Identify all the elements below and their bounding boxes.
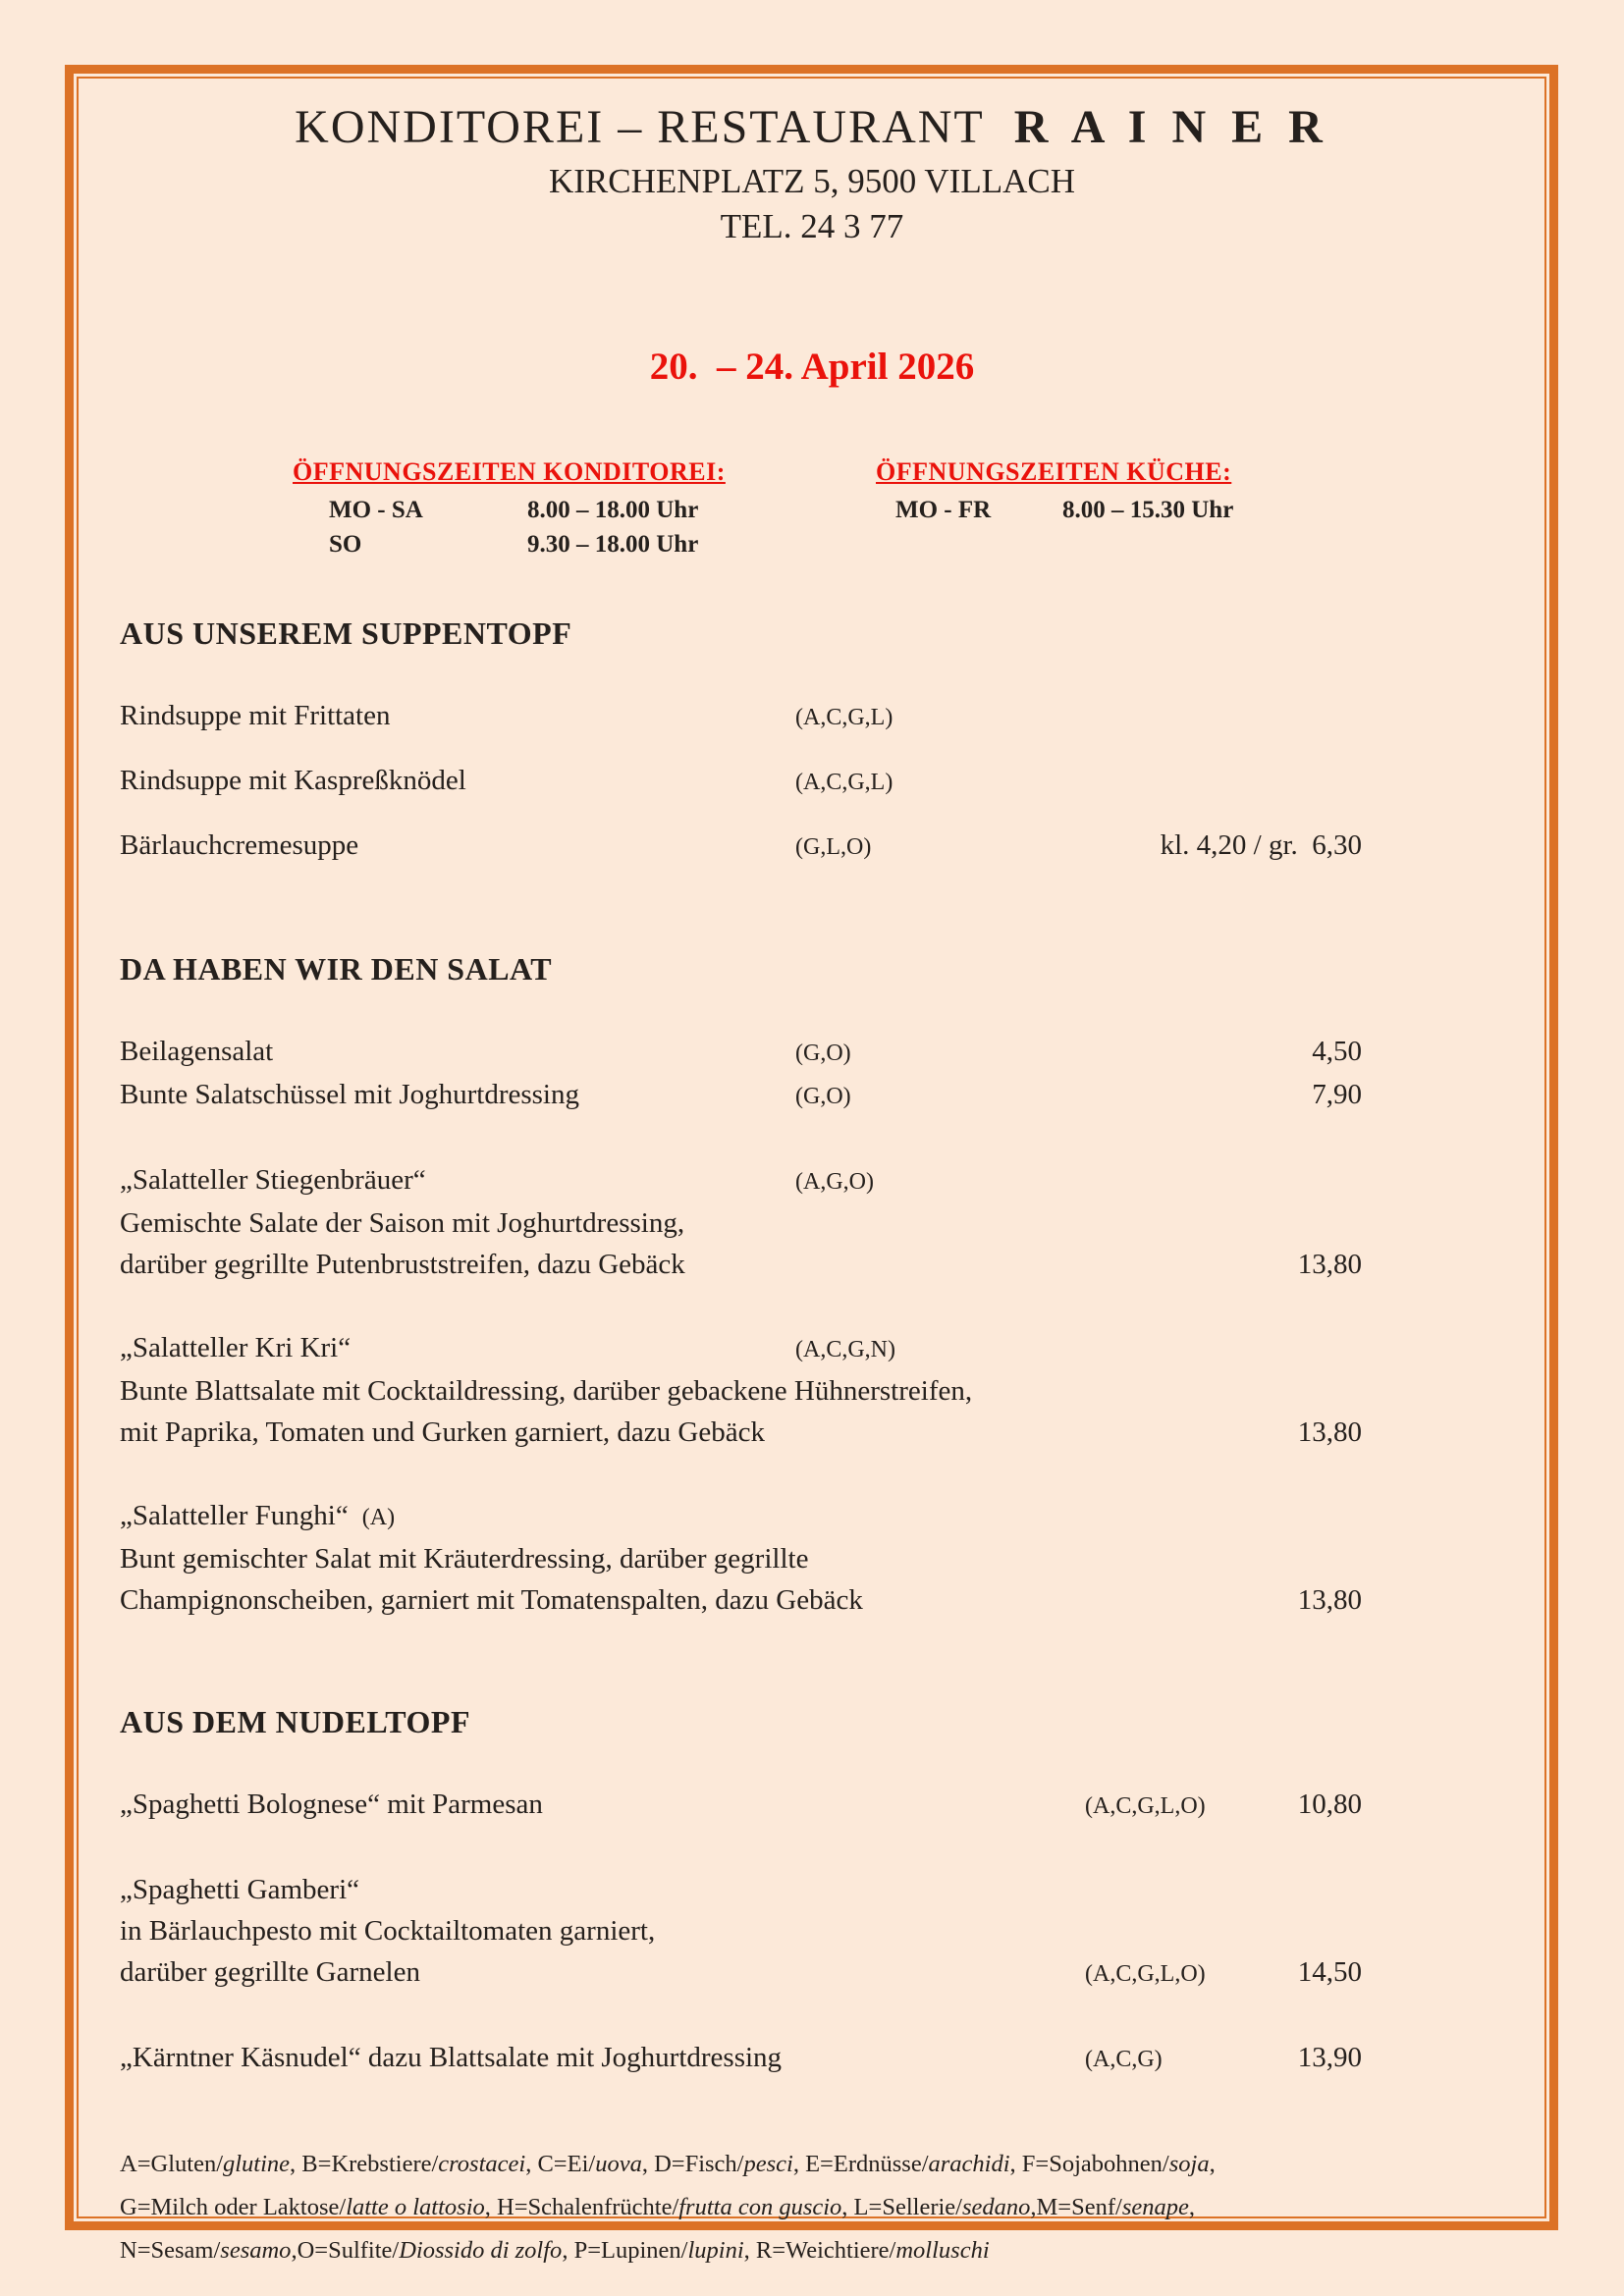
allergen-legend-segment: , E=Erdnüsse/: [792, 2151, 929, 2177]
allergen-legend-segment: sesamo: [220, 2237, 292, 2264]
dish-name: darüber gegrillte Garnelen: [120, 1956, 420, 1988]
opening-hours-kueche: [876, 455, 1233, 561]
menu-line: [120, 1910, 1362, 1951]
price: 4,50: [1312, 1036, 1362, 1067]
allergen-legend-segment: , B=Krebstiere/: [290, 2151, 439, 2177]
hours-days: MO - SA: [329, 497, 423, 523]
menu-item: [120, 1031, 1504, 1074]
menu-line: [120, 825, 1362, 868]
restaurant-title: [120, 100, 1504, 155]
menu-item: [120, 2037, 1504, 2080]
allergen-legend-segment: sedano: [961, 2194, 1031, 2220]
dish-name: Champignonscheiben, garniert mit Tomatenspalten, dazu Gebäck: [120, 1584, 863, 1616]
menu-header: [120, 100, 1504, 393]
menu-item: [120, 695, 1504, 738]
allergen-legend-segment: latte o lattosio: [346, 2194, 485, 2220]
allergen-legend-line: [120, 2143, 1455, 2186]
allergen-legend-segment: A=Gluten/: [120, 2151, 223, 2177]
hours-days: SO: [329, 531, 362, 558]
menu-item: [120, 1159, 1504, 1285]
menu-line: [120, 1951, 1362, 1995]
allergen-legend-segment: uova: [595, 2151, 642, 2177]
menu-line: [120, 1327, 1362, 1370]
menu-line: [120, 2037, 1362, 2080]
allergen-legend-segment: , H=Schalenfrüchte/: [484, 2194, 679, 2220]
allergen-codes: (A,C,G): [1085, 2047, 1163, 2072]
price: 14,50: [1297, 1956, 1362, 1988]
restaurant-phone: TEL. 24 3 77: [720, 207, 904, 245]
allergen-codes: (A,C,G,L,O): [1085, 1793, 1206, 1819]
menu-line: [120, 695, 1362, 738]
allergen-legend-line: [120, 2186, 1455, 2229]
allergen-legend-segment: molluschi: [895, 2237, 990, 2264]
opening-hours-konditorei: [293, 455, 756, 561]
dish-name: „Spaghetti Gamberi“: [120, 1874, 359, 1905]
price: 7,90: [1312, 1079, 1362, 1110]
price: 13,80: [1297, 1249, 1362, 1280]
allergen-codes: (G,L,O): [795, 834, 872, 860]
allergen-legend-segment: ,: [1209, 2151, 1216, 2177]
restaurant-type: KONDITOREI – RESTAURANT: [295, 101, 985, 153]
allergen-codes: (G,O): [795, 1084, 851, 1109]
menu-line: [120, 1579, 1362, 1621]
menu-item: [120, 1495, 1504, 1621]
allergen-legend-line: [120, 2229, 1455, 2272]
dish-name: mit Paprika, Tomaten und Gurken garniert, dazu Gebäck: [120, 1416, 765, 1448]
allergen-codes: (A,C,G,L,O): [1085, 1961, 1206, 1987]
allergen-legend-segment: arachidi: [928, 2151, 1010, 2177]
hours-row: [876, 493, 1233, 527]
dish-name: Rindsuppe mit Frittaten: [120, 700, 391, 731]
allergen-legend-segment: , R=Weichtiere/: [743, 2237, 896, 2264]
section-title: AUS UNSEREM SUPPENTOPF: [120, 615, 572, 651]
allergen-codes: (A,C,G,L): [795, 705, 893, 730]
allergen-legend: [120, 2143, 1455, 2272]
dish-name: Rindsuppe mit Kaspreßknödel: [120, 765, 466, 796]
dish-name: Bärlauchcremesuppe: [120, 829, 359, 861]
dish-name: „Spaghetti Bolognese“ mit Parmesan: [120, 1789, 543, 1820]
restaurant-name: R A I N E R: [1013, 101, 1329, 153]
menu-page: [120, 65, 1504, 2272]
hours-time: 8.00 – 15.30 Uhr: [1062, 497, 1234, 523]
allergen-legend-segment: crostacei: [438, 2151, 526, 2177]
allergen-codes: (A): [361, 1505, 396, 1530]
menu-section: [120, 1699, 1504, 2080]
hours-row: [293, 527, 756, 561]
validity-date-range: 20. – 24. April 2026: [649, 346, 975, 388]
dish-name: „Salatteller Funghi“ (A): [120, 1500, 396, 1531]
allergen-legend-segment: soja: [1168, 2151, 1210, 2177]
allergen-legend-segment: , P=Lupinen/: [562, 2237, 688, 2264]
allergen-legend-segment: , F=Sojabohnen/: [1009, 2151, 1169, 2177]
restaurant-address: KIRCHENPLATZ 5, 9500 VILLACH: [548, 162, 1075, 200]
menu-line: [120, 1784, 1362, 1827]
dish-name: „Kärntner Käsnudel“ dazu Blattsalate mit Joghurtdressing: [120, 2042, 783, 2073]
menu-section: [120, 611, 1504, 868]
price: 13,90: [1297, 2042, 1362, 2073]
menu-item: [120, 825, 1504, 868]
menu-line: [120, 1412, 1362, 1453]
hours-days: MO - FR: [895, 497, 992, 523]
menu-line: [120, 1074, 1362, 1117]
allergen-legend-segment: , C=Ei/: [525, 2151, 596, 2177]
menu-line: [120, 1244, 1362, 1285]
menu-item: [120, 760, 1504, 803]
menu-section: [120, 946, 1504, 1621]
section-title: AUS DEM NUDELTOPF: [120, 1704, 470, 1739]
allergen-legend-segment: , D=Fisch/: [641, 2151, 744, 2177]
dish-name: Gemischte Salate der Saison mit Joghurtdressing,: [120, 1207, 685, 1239]
menu-item: [120, 1784, 1504, 1827]
allergen-codes: (A,G,O): [795, 1169, 874, 1195]
menu-line: [120, 1031, 1362, 1074]
allergen-legend-segment: ,O=Sulfite/: [291, 2237, 400, 2264]
opening-hours-kueche-rows: [876, 493, 1233, 527]
opening-hours-kueche-heading: ÖFFNUNGSZEITEN KÜCHE:: [876, 457, 1232, 486]
hours-time: 9.30 – 18.00 Uhr: [527, 531, 699, 558]
price: 13,80: [1297, 1416, 1362, 1448]
menu-item: [120, 1327, 1504, 1453]
dish-name: Bunte Salatschüssel mit Joghurtdressing: [120, 1079, 579, 1110]
dish-name: „Salatteller Kri Kri“: [120, 1332, 352, 1363]
menu-line: [120, 760, 1362, 803]
menu-item: [120, 1074, 1504, 1117]
allergen-legend-segment: lupini: [687, 2237, 744, 2264]
hours-row: [293, 493, 756, 527]
dish-name: darüber gegrillte Putenbruststreifen, dazu Gebäck: [120, 1249, 685, 1280]
allergen-codes: (G,O): [795, 1041, 851, 1066]
allergen-legend-segment: Diossido di zolfo: [399, 2237, 563, 2264]
allergen-codes: (A,C,G,L): [795, 770, 893, 795]
menu-line: [120, 1495, 1362, 1538]
menu-line: [120, 1869, 1362, 1910]
allergen-legend-segment: frutta con guscio: [678, 2194, 842, 2220]
opening-hours-konditorei-rows: [293, 493, 756, 561]
allergen-legend-segment: ,M=Senf/: [1030, 2194, 1122, 2220]
allergen-legend-segment: G=Milch oder Laktose/: [120, 2194, 347, 2220]
menu-line: [120, 1159, 1362, 1202]
opening-hours-konditorei-heading: ÖFFNUNGSZEITEN KONDITOREI:: [293, 457, 726, 486]
menu-line: [120, 1538, 1362, 1579]
allergen-legend-segment: ,: [1188, 2194, 1196, 2220]
opening-hours: [120, 455, 1504, 561]
menu-line: [120, 1202, 1362, 1244]
allergen-legend-segment: senape: [1121, 2194, 1189, 2220]
dish-name: Bunte Blattsalate mit Cocktaildressing, darüber gebackene Hühnerstreifen,: [120, 1375, 973, 1407]
allergen-codes: (A,C,G,N): [795, 1337, 895, 1362]
hours-time: 8.00 – 18.00 Uhr: [527, 497, 699, 523]
menu-sections: [120, 611, 1504, 2080]
dish-name: in Bärlauchpesto mit Cocktailtomaten garniert,: [120, 1915, 656, 1947]
menu-line: [120, 1370, 1362, 1412]
menu-item: [120, 1869, 1504, 1995]
dish-name: Beilagensalat: [120, 1036, 274, 1067]
dish-name: „Salatteller Stiegenbräuer“: [120, 1164, 426, 1196]
allergen-legend-segment: pesci: [743, 2151, 793, 2177]
price: 10,80: [1297, 1789, 1362, 1820]
allergen-legend-segment: , L=Sellerie/: [841, 2194, 962, 2220]
dish-name: Bunt gemischter Salat mit Kräuterdressing, darüber gegrillte: [120, 1543, 809, 1575]
price: 13,80: [1297, 1584, 1362, 1616]
section-title: DA HABEN WIR DEN SALAT: [120, 951, 553, 987]
allergen-legend-segment: N=Sesam/: [120, 2237, 221, 2264]
price: kl. 4,20 / gr. 6,30: [1160, 829, 1362, 861]
allergen-legend-segment: glutine: [223, 2151, 291, 2177]
